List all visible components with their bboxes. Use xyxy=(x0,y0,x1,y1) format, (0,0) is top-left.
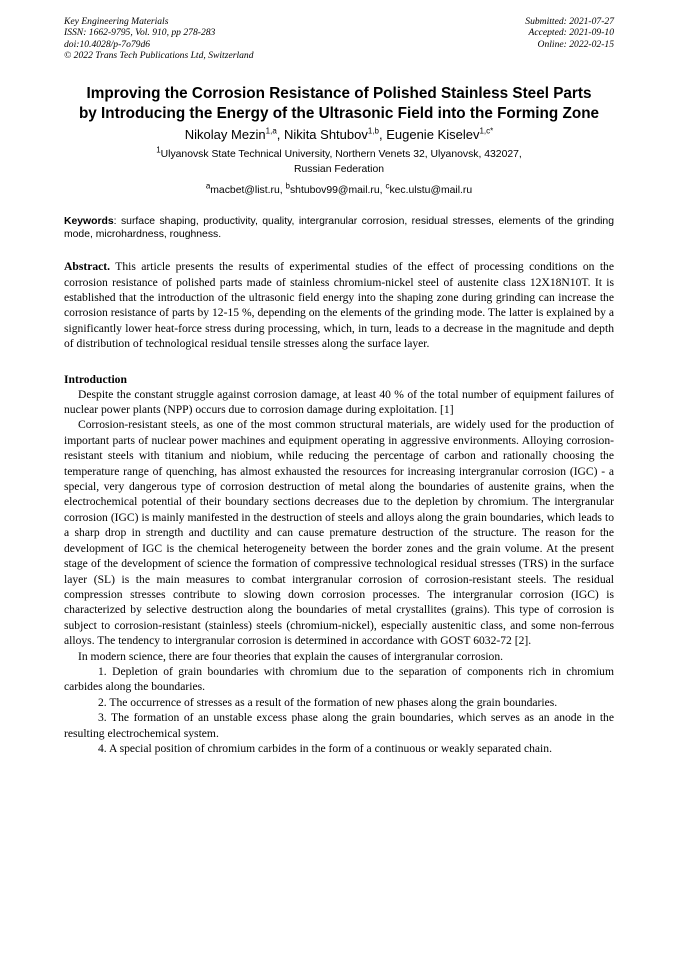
author-superscript: 1,a xyxy=(265,126,277,136)
doi-line: doi:10.4028/p-7o79d6 xyxy=(64,38,151,50)
introduction-body xyxy=(64,387,614,757)
title-line-2: by Introducing the Energy of the Ultrasonic Field into the Forming Zone xyxy=(78,105,600,122)
author-name: Nikolay Mezin xyxy=(184,127,266,142)
copyright-line: © 2022 Trans Tech Publications Ltd, Switzerland xyxy=(64,49,254,61)
email-superscript: b xyxy=(285,181,290,191)
affiliation-line-1: Ulyanovsk State Technical University, Northern Venets 32, Ulyanovsk, 432027, xyxy=(160,149,522,160)
author-email: macbet@list.ru xyxy=(210,185,280,196)
publication-dates xyxy=(525,16,614,50)
keywords xyxy=(64,216,614,241)
journal-name: Key Engineering Materials xyxy=(64,16,169,27)
author-name: Eugenie Kiselev xyxy=(386,127,480,142)
publication-info xyxy=(64,16,254,61)
list-item: 4. A special position of chromium carbides in the form of a continuous or weakly separated chain. xyxy=(98,741,552,755)
affiliation-superscript: 1 xyxy=(156,145,161,155)
author-separator: , xyxy=(378,127,387,142)
paper-page xyxy=(64,16,614,756)
abstract-label: Abstract. xyxy=(64,260,111,274)
list-item: 3. The formation of an unstable excess phase along the grain boundaries, which serves as an anode in the resulting electrochemical system. xyxy=(64,711,614,740)
paper-title xyxy=(64,84,614,124)
email-separator: , xyxy=(279,185,286,196)
paragraph: Despite the constant struggle against corrosion damage, at least 40 % of the total number of equipment failures of nuclear power plants (NPP) occurs due to corrosion damage during exploitation. [1] xyxy=(64,387,614,417)
keywords-label: Keywords xyxy=(64,216,114,227)
author-superscript: 1,b xyxy=(367,126,379,136)
list-item: 1. Depletion of grain boundaries with chromium due to the separation of components rich in chromium carbides along the boundaries. xyxy=(64,664,614,694)
paragraph: In modern science, there are four theories that explain the causes of intergranular corrosion. xyxy=(78,649,504,663)
author-emails xyxy=(64,183,614,198)
author-list xyxy=(64,126,614,144)
title-line-1: Improving the Corrosion Resistance of Polished Stainless Steel Parts xyxy=(86,85,592,102)
affiliation xyxy=(64,147,614,177)
author-superscript: 1,c* xyxy=(479,126,494,136)
section-heading-introduction: Introduction xyxy=(64,372,127,386)
running-header xyxy=(64,16,614,62)
email-superscript: c xyxy=(385,181,390,191)
author-email: shtubov99@mail.ru xyxy=(289,185,380,196)
accepted-date: Accepted: 2021-09-10 xyxy=(528,27,614,39)
affiliation-line-2: Russian Federation xyxy=(293,164,385,175)
email-separator: , xyxy=(379,185,386,196)
keywords-text: : surface shaping, productivity, quality, intergranular corrosion, residual stresses, elements of the grinding mode, microhardness, roughness. xyxy=(64,216,614,240)
author-email: kec.ulstu@mail.ru xyxy=(389,185,473,196)
paragraph: Corrosion-resistant steels, as one of the most common structural materials, are widely used for the production of important parts of nuclear power machines and equipment operating in aggressive environments. Alloying corrosion-resistant steels with titanium and niobium, while reducing the percentage of carbon and rationally choosing the temperature range of quenching, has almost exhausted the resources for increasing intergranular corrosion (IGC) - a special, very dangerous type of corrosion destruction of metal along the boundaries of austenite grains, when the electrochemical potential of their boundary sections decreases due to the depletion by chromium. The intergranular corrosion (IGC) is mainly manifested in the destruction of steels and alloys along the grain boundaries, which leads to a sharp drop in strength and ductility and can cause premature destruction of the structure. The reason for the development of IGC is the chemical heterogeneity between the border zones and the grain volume. At the present stage of the development of science the formation of compressive technological residual stresses (TRS) in the surface layer (SL) is the main measures to combat intergranular corrosion of corrosion-resistant steels. The residual compression stresses contribute to slowing down corrosion processes. The intergranular corrosion (IGC) is characterized by selective destruction along the boundaries of metal crystallites (grains). This type of corrosion is subject to corrosion-resistant (stainless) steels (chromium-nickel), especially austenitic class, and some non-ferrous alloys. The tendency to intergranular corrosion is determined in accordance with GOST 6032-72 [2]. xyxy=(64,418,614,648)
online-date: Online: 2022-02-15 xyxy=(537,38,614,50)
issn-line: ISSN: 1662-9795, Vol. 910, pp 278-283 xyxy=(64,27,216,39)
abstract-text: This article presents the results of experimental studies of the effect of processing conditions on the corrosion resistance of polished parts made of stainless chromium-nickel steel of austenite class 12X18N10T. It is established that the introduction of the ultrasonic field energy into the shaping zone during grinding can increase the corrosion resistance of parts by 12-15 %, depending on the elements of the grinding mode. The latter is explained by a significantly lower heat-force stress during processing, which, in turn, leads to a decrease in the magnitude and depth of distribution of technological residual tensile stresses along the surface layer. xyxy=(64,260,614,351)
email-superscript: a xyxy=(205,181,211,191)
author-name: Nikita Shtubov xyxy=(284,127,368,142)
submitted-date: Submitted: 2021-07-27 xyxy=(525,16,614,27)
author-separator: , xyxy=(276,127,285,142)
abstract xyxy=(64,259,614,351)
list-item: 2. The occurrence of stresses as a result of the formation of new phases along the grain boundaries. xyxy=(98,695,558,709)
